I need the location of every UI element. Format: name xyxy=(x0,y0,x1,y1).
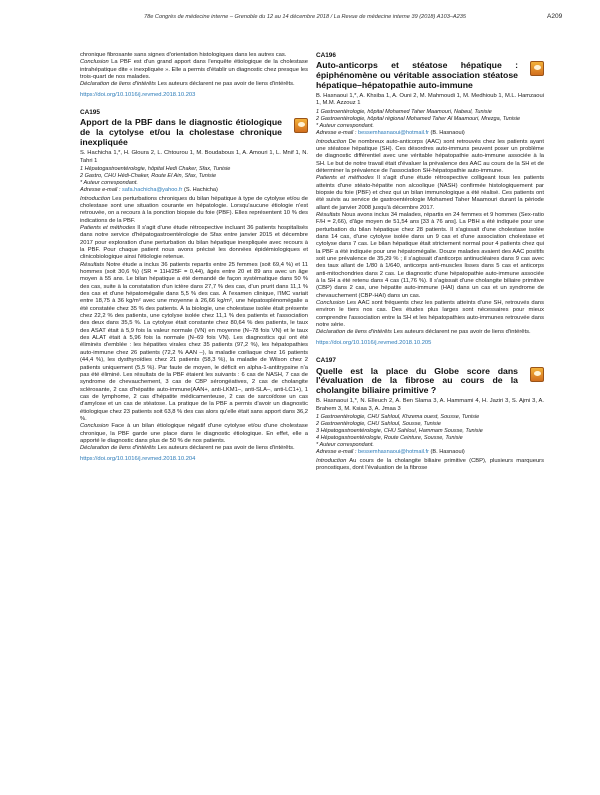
abstract-ca196 xyxy=(316,52,544,347)
author-list: S. Hachicha 1,*, H. Gloura 2, L. Chtourou 1, M. Boudabous 1, A. Amouri 1, L. Mnif 1, N. Tahri 1 xyxy=(80,150,308,164)
section-label: Conclusion xyxy=(80,423,109,430)
section-text: Face à un bilan étiologique négatif d'une cytolyse et/ou d'une cholestase chronique, la PBF garde une place dans le diagnostic étiologique. En effet, elle a apporté le diagnostic dans plus de 50 % de nos patients. xyxy=(80,423,308,444)
coi-paragraph xyxy=(80,445,308,452)
abstract-ca197 xyxy=(316,357,544,472)
email-label: Adresse e-mail : xyxy=(80,186,121,193)
continued-conclusion xyxy=(80,59,308,81)
continued-coi xyxy=(80,81,308,88)
doi-link[interactable]: https://doi.org/10.1016/j.revmed.2018.10.205 xyxy=(316,339,432,346)
abstract-title xyxy=(80,118,282,147)
continued-text: chronique fibrosante sans signes d'orientation histologiques dans les autres cas. xyxy=(80,52,287,58)
section-text: Il s'agit d'une étude rétrospective colligeant tous les patients atteints d'une stéato-hépatite non alcoolique (NASH) confirmée histologiquement par biopsie du foie (PBF) et chez qui un bilan immunologique a été réalisé. Ces patients ont été suivis au service de gastroentérologie Mohamed Taher Maamouri durant la période allant de janvier 2008 jusqu'à décembre 2017. xyxy=(316,175,544,211)
section-label: Patients et méthodes xyxy=(316,175,374,182)
results-paragraph xyxy=(316,212,544,300)
email-line xyxy=(316,130,544,137)
abstract-title xyxy=(316,61,518,90)
abstract-title xyxy=(316,367,518,396)
email-link[interactable]: bessemhasnaoui@hotmail.fr xyxy=(357,129,429,136)
doi-link[interactable]: https://doi.org/10.1016/j.revmed.2018.10.204 xyxy=(80,455,196,462)
crossmark-icon[interactable] xyxy=(530,367,544,382)
affiliation: 2 Gastroentérologie, hôpital régional Mohamed Taher Al Maamouri, Mrezga, Tunisie xyxy=(316,115,521,122)
email-owner: (B. Hasnaoui) xyxy=(430,129,465,136)
email-label: Adresse e-mail : xyxy=(316,129,357,136)
corresponding-note: * Auteur correspondant. xyxy=(316,441,374,448)
intro-paragraph xyxy=(80,196,308,225)
section-text: De nombreux auto-anticorps (AAC) sont retrouvés chez les patients ayant une stéatose hépatique (SH). Ces désordres auto-immuns peuvent poser un problème de diagnostic différentiel avec une véritable hépatopathie auto-immune associée à la SH. Le but de notre travail était d'évaluer la prévalence des AAC au cours de la SH et de déterminer la prévalence de l'association SH-hépatopathie auto-immune. xyxy=(316,138,544,174)
email-line xyxy=(316,449,544,456)
intro-paragraph xyxy=(316,139,544,176)
affiliation: 1 Gastroentérologie, hôpital Mohamed Taher Maamouri, Nabeul, Tunisie xyxy=(316,108,492,115)
email-line xyxy=(80,187,308,194)
email-label: Adresse e-mail : xyxy=(316,448,357,455)
crossmark-icon[interactable] xyxy=(530,61,544,76)
email-link[interactable]: bessemhasnaoui@hotmail.fr xyxy=(357,448,429,455)
abstract-title-text: Auto-anticorps et stéatose hépatique : épiphénomène ou véritable association stéatose hépatique–hépatopathie auto-immune xyxy=(316,60,518,90)
email-owner: (B. Hasnaoui) xyxy=(430,448,465,455)
section-label: Patients et méthodes xyxy=(80,224,136,231)
section-label: Introduction xyxy=(316,457,347,464)
abstract-id: CA196 xyxy=(316,52,336,59)
running-header: 78e Congrès de médecine interne – Grenoble du 12 au 14 décembre 2018 / La Revue de médecine interne 39 (2018) A103–A235 xyxy=(144,14,466,20)
section-label: Résultats xyxy=(316,211,341,218)
affiliation: 4 Hépatogastroentérologie, Route Ceinture, Sousse, Tunisie xyxy=(316,434,463,441)
doi-link[interactable]: https://doi.org/10.1016/j.revmed.2018.10.203 xyxy=(80,91,196,98)
email-link[interactable]: safa.hachicha@yahoo.fr xyxy=(121,186,183,193)
section-label: Conclusion xyxy=(316,300,345,307)
abstract-title-text: Apport de la PBF dans le diagnostic étiologique de la cytolyse et/ou la cholestase chronique inexpliquée xyxy=(80,117,282,147)
email-owner: (S. Hachicha) xyxy=(183,186,218,193)
methods-paragraph xyxy=(80,225,308,262)
section-text: Les auteurs déclarent ne pas avoir de liens d'intérêts. xyxy=(393,329,531,336)
crossmark-icon[interactable] xyxy=(294,118,308,133)
abstract-id: CA195 xyxy=(80,109,100,117)
section-text: La PBF est d'un grand apport dans l'enquête étiologique de la cholestase intrahépatique dite « inexpliquée ». Elle a permis d'établir un diagnostic chez presque les trois-quart de nos malades. xyxy=(80,59,308,81)
coi-paragraph xyxy=(316,329,544,336)
conclusion-paragraph xyxy=(80,423,308,445)
section-label: Conclusion xyxy=(80,59,109,66)
intro-paragraph xyxy=(316,458,544,473)
affiliation: 1 Gastroentérologie, CHU Sahloul, Khzema ouest, Sousse, Tunisie xyxy=(316,413,480,420)
left-column xyxy=(80,52,308,463)
section-text: Les auteurs déclarent ne pas avoir de liens d'intérêts. xyxy=(157,81,295,88)
abstract-ca195 xyxy=(80,109,308,463)
author-list: B. Hasnaoui 1,*, A. Khsiba 1, A. Ouni 2, M. Mahmoudi 1, M. Medhioub 1, M.L. Hamzaoui 1, M.M. Azzouz 1 xyxy=(316,93,544,107)
section-text: Les perturbations chroniques du bilan hépatique à type de cytolyse et/ou de cholestase sont une situation courante en hépatologie. Lorsqu'aucune étiologie n'est retrouvée, on a recours à la ponction biopsie du foie (PBF). Elles représentent 10 % des indications de la PBF. xyxy=(80,195,308,224)
section-text: Nous avons inclus 34 malades, répartis en 24 femmes et 9 hommes (Sex-ratio F/H = 2,66), d'âge moyen de 51,54 ans [33 à 76 ans]. La PBH a été indiquée pour une perturbation du bilan hépatique chez 28 patients. Il s'agissait d'une cholestase isolée dans 14 cas, d'une cytolyse isolée dans un 9 cas et d'une association cholestase et cytolyse dans 7 cas. Le bilan hépatique était strictement normal pour 4 patients chez qui la PBF a été indiquée pour une hépatomégalie. Douze malades avaient des AAC positifs soit une prévalence de 35,29 % ; il s'agissait d'anticorps antinucléaires dans 9 cas avec des taux allant de 1/80 à 1/640, anticorps anti-muscles lisses dans 5 cas et anticorps anti-mitochondries dans 2 cas. Le diagnostic d'une hépatopathie auto-immune associée à la SH a été retenu dans 4 cas (11,76 %). Il s'agissait d'une cholangite biliaire primitive (CBP) dans 2 cas, une hépatite auto-immune (HAI) dans un cas et un syndrome de chevauchement (CBP-HAI) dans un cas. xyxy=(316,211,544,299)
section-label: Résultats xyxy=(80,261,105,268)
abstract-title-text: Quelle est la place du Globe score dans l'évaluation de la fibrose au cours de la cholangite biliaire primitive ? xyxy=(316,365,518,395)
corresponding-note: * Auteur correspondant. xyxy=(316,122,374,129)
section-text: Les AAC sont fréquents chez les patients atteints d'une SH, retrouvés dans environ le tiers nos cas. Des études plus larges sont nécessaires pour mieux comprendre l'association entre la SH et les hépatopathies auto-immunes retrouvée dans notre série. xyxy=(316,300,544,329)
section-label: Déclaration de liens d'intérêts xyxy=(80,81,156,88)
right-column xyxy=(316,52,544,472)
author-list: B. Hasnaoui 1,*, N. Elleuch 2, A. Ben Slama 3, A. Hammami 4, H. Jaziri 3, S. Ajmi 3, A. Brahem 3, M. Ksiaa 3, A. Jmaa 3 xyxy=(316,398,544,412)
section-text: Il s'agit d'une étude rétrospective incluant 36 patients hospitalisés dans notre service d'hépatogastroentérologie de Sfax entre janvier 2015 et décembre 2017 pour exploration d'une perturbation du bilan hépatique inexpliquée avec recours à la PBF. Pour chaque patient nous avons précisé les données épidémiologiques et clinicobiologique ainsi l'étiologie retenue. xyxy=(80,224,308,261)
section-label: Déclaration de liens d'intérêts xyxy=(80,445,156,452)
section-label: Déclaration de liens d'intérêts xyxy=(316,329,392,336)
results-paragraph xyxy=(80,262,308,424)
affiliation: 2 Gastro, CHU Hédi-Chaker, Route El Ain, Sfax, Tunisie xyxy=(80,172,217,179)
section-text: Notre étude a inclus 36 patients repartis entre 25 femmes (soit 69,4 %) et 11 hommes (soit 30,6 %) (SR = 11H/25F = 0,44), âgés entre 20 et 89 ans avec un âge moyen à 55 ans. Le bilan hépatique a été demandé de façon systématique dans 50 % des cas, suite à la constatation d'un ictère dans 27,7 % des cas, d'un prurit dans 11,1 % des cas et d'une hépatomégalie dans 5,5 % des cas. À l'examen clinique, l'IMC variait entre 18,75 à 36 kg/m² avec une moyenne à 26,66 kg/m², une hépatosplénomégalie a été constatée chez 35 % des patients. À la biologie, une cholestase isolée était présente chez 22,2 % des patients, une cytolyse isolée chez 11,1 % des patients et l'association des deux dans 35,5 %. La cytolyse était constante chez 80,64 % des patients, le taux des ASAT était à 5,9 fois la valeur normale (VN) en moyenne (N–78 fois VN) et le taux des ALAT était à 5,96 fois la normale (N–69 fois VN). Les diagnostics qui ont été éliminés d'emblée : les hépatites virales chez 35 patients (97,2 %), les hépatopathies auto-immune chez 26 patients (72,2 % AAN –), la maladie cœliaque chez 16 patients (44,4 %), les dysthyroïdies chez 21 patients (58,3 %), la maladie de Wilson chez 2 patients uniquement (5,5 %). Par faute de moyen, le déficit en alpha-1-antitrypsine n'a pas été éliminé. Les résultats de la PBF étaient les suivants : 6 cas de NASH, 7 cas de syndrome de chevauchement, 3 cas de CBP sérongéatives, 2 cas de cholangite sclérosante, 2 cas d'hépatite auto-immune(AAN+, anti-LKM1–, anti-SLA–, anti-LC1+), 1 cas de lymphome, 2 cas d'hépatite médicamenteuse, 2 cas de sarcoïdose un cas d'amylose et un cas de stéatose. La pratique de la PBF a permis d'avoir un diagnostic étiologique chez 23 patients soit 63,8 % des cas alors qu'elle était sans apport dans 36,2 %. xyxy=(80,261,308,422)
conclusion-paragraph xyxy=(316,300,544,329)
methods-paragraph xyxy=(316,175,544,212)
section-label: Introduction xyxy=(80,195,111,202)
affiliation: 2 Gastroentérologie, CHU Sahloul, Sousse, Tunisie xyxy=(316,420,441,427)
section-text: Au cours de la cholangite biliaire primitive (CBP), plusieurs marqueurs pronostiques, dont l'évaluation de la fibrose xyxy=(316,457,544,471)
section-label: Introduction xyxy=(316,138,347,145)
abstract-id: CA197 xyxy=(316,357,336,365)
page-number: A209 xyxy=(547,13,563,20)
corresponding-note: * Auteur correspondant. xyxy=(80,179,138,186)
section-text: Les auteurs déclarent ne pas avoir de liens d'intérêts. xyxy=(157,445,295,452)
affiliation: 3 Hépatogastroentérologie, CHU Sahloul, Hammam Sousse, Tunisie xyxy=(316,427,483,434)
affiliation: 1 Hépatogastroentérologie, hôpital Hedi Chaker, Sfax, Tunisie xyxy=(80,165,231,172)
